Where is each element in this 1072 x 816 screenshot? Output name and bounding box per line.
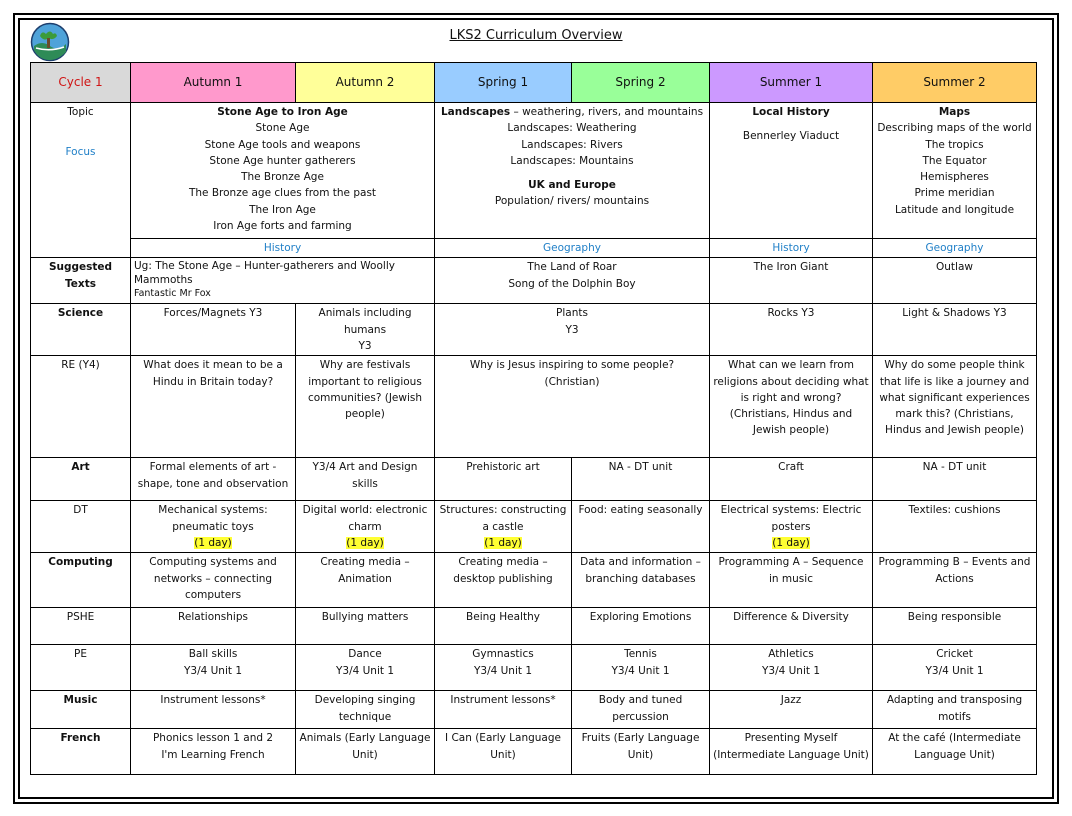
music-spring-2: Body and tuned percussion [572,691,710,729]
pe-activity: Ball skills [188,648,238,661]
science-summer-2: Light & Shadows Y3 [873,304,1037,356]
topic-heading: Local History [752,106,830,118]
topic-line: Population/ rivers/ mountains [494,195,650,208]
music-spring-1: Instrument lessons* [435,691,572,729]
focus-label: Focus [65,146,96,159]
science-text: Animals including humans [318,307,412,336]
dt-text: Electrical systems: Electric posters [720,504,862,533]
french-text: I'm Learning French [161,748,265,761]
pshe-row [31,608,1037,645]
topic-heading: UK and Europe [528,179,616,192]
re-spring: Why is Jesus inspiring to some people? (Christian) [435,356,710,458]
pe-autumn-2 [296,645,435,691]
pshe-summer-1: Difference & Diversity [710,608,873,645]
text-title: Song of the Dolphin Boy [508,277,636,290]
subject-history: History [131,239,435,258]
subject-geography: Geography [435,239,710,258]
pe-activity: Gymnastics [472,648,534,661]
topic-line: The Bronze age clues from the past [188,187,377,200]
dt-text: Structures: constructing a castle [439,504,567,533]
pe-activity: Tennis [624,648,657,661]
suggested-texts-row [31,258,1037,304]
music-row [31,691,1037,729]
day-note-badge: (1 day) [772,536,810,549]
topic-line: Latitude and longitude [894,203,1015,216]
re-summer-2: Why do some people think that life is like a journey and what significant experiences mark this? (Christians, Hindus and Jewish people) [873,356,1037,458]
art-autumn-2: Y3/4 Art and Design skills [296,458,435,501]
topic-line: Landscapes: Mountains [510,154,634,167]
pe-unit: Y3/4 Unit 1 [183,664,243,677]
pe-activity: Cricket [936,648,973,661]
re-summer-1: What can we learn from religions about deciding what is right and wrong? (Christians, Hindus and Jewish people) [710,356,873,458]
topic-line: Bennerley Viaduct [742,130,840,143]
art-summer-2: NA - DT unit [873,458,1037,501]
art-autumn-1: Formal elements of art - shape, tone and observation [131,458,296,501]
pe-spring-2 [572,645,710,691]
science-text: Y3 [565,323,579,336]
computing-summer-1: Programming A – Sequence in music [710,553,873,608]
pshe-autumn-2: Bullying matters [296,608,435,645]
text-title: The Land of Roar [527,261,617,274]
term-autumn-2: Autumn 2 [296,63,435,103]
french-summer-1: Presenting Myself (Intermediate Language Unit) [710,729,873,775]
dt-text: Digital world: electronic charm [302,504,428,533]
computing-spring-2: Data and information – branching databases [572,553,710,608]
topic-line: Describing maps of the world [877,122,1032,135]
topic-line: Stone Age [255,122,310,135]
dt-text: Mechanical systems: pneumatic toys [158,504,268,533]
topic-heading: Maps [938,106,971,118]
topic-line: Iron Age forts and farming [213,219,352,232]
term-spring-1: Spring 1 [435,63,572,103]
topic-line: Prime meridian [914,187,995,200]
day-note-badge: (1 day) [346,536,384,549]
computing-label: Computing [31,553,131,608]
french-spring-1: I Can (Early Language Unit) [435,729,572,775]
pe-label: PE [31,645,131,691]
pe-unit: Y3/4 Unit 1 [925,664,984,677]
pe-activity: Dance [348,648,382,661]
topic-heading-rest: – weathering, rivers, and mountains [510,106,704,118]
music-label: Music [31,691,131,729]
science-autumn-1: Forces/Magnets Y3 [131,304,296,356]
pshe-summer-2: Being responsible [873,608,1037,645]
art-spring-1: Prehistoric art [435,458,572,501]
topic-line: Hemispheres [920,171,989,184]
art-row [31,458,1037,501]
term-spring-2: Spring 2 [572,63,710,103]
subject-geography: Geography [873,239,1037,258]
french-summer-2: At the café (Intermediate Language Unit) [873,729,1037,775]
music-summer-2: Adapting and transposing motifs [873,691,1037,729]
topic-label: Topic [67,106,94,118]
pe-summer-1 [710,645,873,691]
topic-line: Stone Age tools and weapons [204,138,361,151]
art-summer-1: Craft [710,458,873,501]
pe-unit: Y3/4 Unit 1 [761,664,821,677]
pshe-spring-2: Exploring Emotions [572,608,710,645]
pe-summer-2 [873,645,1037,691]
term-autumn-1: Autumn 1 [131,63,296,103]
topic-autumn [131,103,435,239]
day-note-badge: (1 day) [194,536,232,549]
topic-heading: Landscapes [440,106,511,118]
cycle-cell: Cycle 1 [31,63,131,103]
french-spring-2: Fruits (Early Language Unit) [572,729,710,775]
computing-autumn-1: Computing systems and networks – connecting computers [131,553,296,608]
dt-spring-2: Food: eating seasonally [572,501,710,553]
topic-line: The tropics [925,138,984,151]
term-summer-2: Summer 2 [873,63,1037,103]
texts-summer-1: The Iron Giant [710,258,873,304]
music-autumn-1: Instrument lessons* [131,691,296,729]
text-title: Ug: The Stone Age – Hunter-gatherers and Woolly Mammoths [134,260,395,287]
french-autumn-2: Animals (Early Language Unit) [296,729,435,775]
spacer [438,169,706,177]
pshe-spring-1: Being Healthy [435,608,572,645]
pe-row [31,645,1037,691]
subject-history: History [710,239,873,258]
term-summer-1: Summer 1 [710,63,873,103]
page-title: LKS2 Curriculum Overview [449,28,623,43]
topic-line: The Equator [922,154,987,167]
pe-unit: Y3/4 Unit 1 [335,664,395,677]
day-note-badge: (1 day) [484,536,522,549]
science-autumn-2 [296,304,435,356]
re-autumn-2: Why are festivals important to religious communities? (Jewish people) [296,356,435,458]
topic-line: The Iron Age [249,203,316,216]
topic-summer-2 [873,103,1037,239]
dt-row [31,501,1037,553]
topic-subject-row [31,239,1037,258]
computing-summer-2: Programming B – Events and Actions [873,553,1037,608]
topic-heading: Stone Age to Iron Age [217,106,348,118]
dt-autumn-1 [131,501,296,553]
french-row [31,729,1037,775]
header-row [31,63,1037,103]
science-text: Plants [556,307,588,320]
suggested-texts-label: Suggested Texts [31,258,131,304]
text-title: Fantastic Mr Fox [134,287,211,299]
pe-unit: Y3/4 Unit 1 [473,664,533,677]
science-spring [435,304,710,356]
re-row [31,356,1037,458]
texts-spring [435,258,710,304]
science-label: Science [31,304,131,356]
science-summer-1: Rocks Y3 [710,304,873,356]
topic-line: The Bronze Age [241,171,324,184]
pe-unit: Y3/4 Unit 1 [611,664,670,677]
topic-heading-line [438,104,706,120]
dt-spring-1 [435,501,572,553]
art-spring-2: NA - DT unit [572,458,710,501]
pe-spring-1 [435,645,572,691]
dt-autumn-2 [296,501,435,553]
music-summer-1: Jazz [710,691,873,729]
pshe-label: PSHE [31,608,131,645]
topic-spring [435,103,710,239]
topic-row-label [31,103,131,258]
french-label: French [31,729,131,775]
dt-label: DT [31,501,131,553]
re-label: RE (Y4) [31,356,131,458]
french-text: Phonics lesson 1 and 2 [152,732,274,745]
curriculum-table [30,62,1037,775]
science-row [31,304,1037,356]
science-text: Y3 [358,339,372,352]
texts-autumn [131,258,435,304]
topic-summer-1 [710,103,873,239]
topic-line: Landscapes: Rivers [521,138,623,151]
topic-line: Landscapes: Weathering [507,122,637,135]
dt-summer-1 [710,501,873,553]
dt-summer-2: Textiles: cushions [873,501,1037,553]
french-autumn-1 [131,729,296,775]
art-label: Art [31,458,131,501]
pe-activity: Athletics [768,648,814,661]
computing-spring-1: Creating media – desktop publishing [435,553,572,608]
pe-autumn-1 [131,645,296,691]
topic-row [31,103,1037,239]
re-autumn-1: What does it mean to be a Hindu in Britain today? [131,356,296,458]
music-autumn-2: Developing singing technique [296,691,435,729]
pshe-autumn-1: Relationships [131,608,296,645]
computing-autumn-2: Creating media – Animation [296,553,435,608]
texts-summer-2: Outlaw [873,258,1037,304]
topic-line: Stone Age hunter gatherers [209,154,356,167]
computing-row [31,553,1037,608]
